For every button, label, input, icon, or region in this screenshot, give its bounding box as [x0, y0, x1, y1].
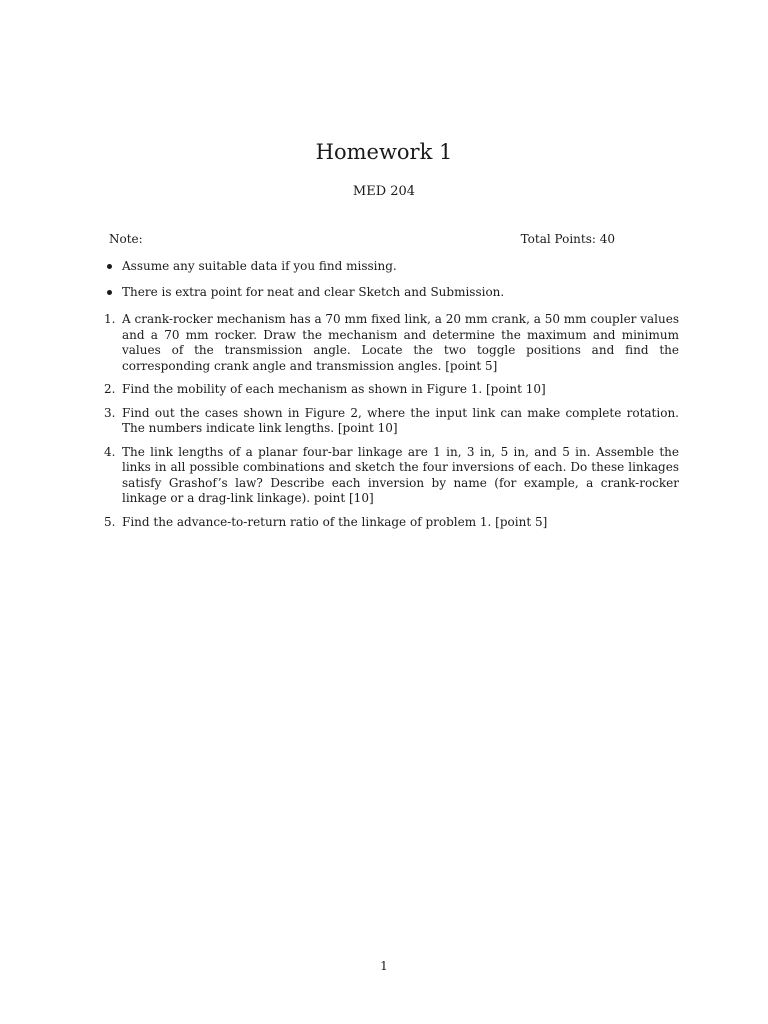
note-item — [106, 284, 681, 300]
problem-text: Find the mobility of each mechanism as shown in Figure 1. [point 10] — [122, 382, 546, 396]
problem-item — [104, 515, 679, 531]
problem-number: 4. — [104, 444, 116, 459]
problem-text: Find out the cases shown in Figure 2, where the input link can make complete rotation. The numbers indicate link lengths. [point 10] — [122, 405, 679, 435]
note-item — [106, 258, 681, 274]
problem-number: 1. — [104, 312, 116, 326]
notes-list — [106, 258, 681, 310]
course-code: MED 204 — [352, 184, 416, 199]
note-text: Assume any suitable data if you find missing. — [122, 259, 397, 273]
page-title: Homework 1 — [315, 140, 453, 164]
problem-number: 3. — [104, 405, 116, 420]
problem-item — [104, 312, 679, 374]
note-text: There is extra point for neat and clear Sketch and Submission. — [122, 285, 505, 299]
problem-item — [104, 445, 679, 507]
page-number: 1 — [380, 959, 388, 973]
problem-number: 2. — [104, 382, 116, 396]
bullet-icon — [107, 290, 112, 295]
problem-item — [104, 406, 679, 437]
problem-text: The link lengths of a planar four-bar linkage are 1 in, 3 in, 5 in, and 5 in. Assemble the links in all possible combinations and sketch the four inversions of each. Do these linkages satisfy Grashof’s law? Describe each inversion by name (for example, a crank-rocker linkage or a drag-link linkage). point [10] — [122, 444, 679, 505]
problem-item — [104, 382, 679, 398]
problem-number: 5. — [104, 514, 116, 529]
bullet-icon — [107, 264, 112, 269]
problem-list — [104, 312, 679, 538]
problem-text: A crank-rocker mechanism has a 70 mm fixed link, a 20 mm crank, a 50 mm coupler values and a 70 mm rocker. Draw the mechanism and determine the maximum and minimum values of the transmission angle. Locate the two toggle positions and find the corresponding crank angle and transmission angles. [point 5] — [122, 312, 679, 373]
total-points: Total Points: 40 — [520, 232, 615, 246]
note-label: Note: — [109, 232, 143, 246]
problem-text: Find the advance-to-return ratio of the linkage of problem 1. [point 5] — [122, 514, 548, 529]
